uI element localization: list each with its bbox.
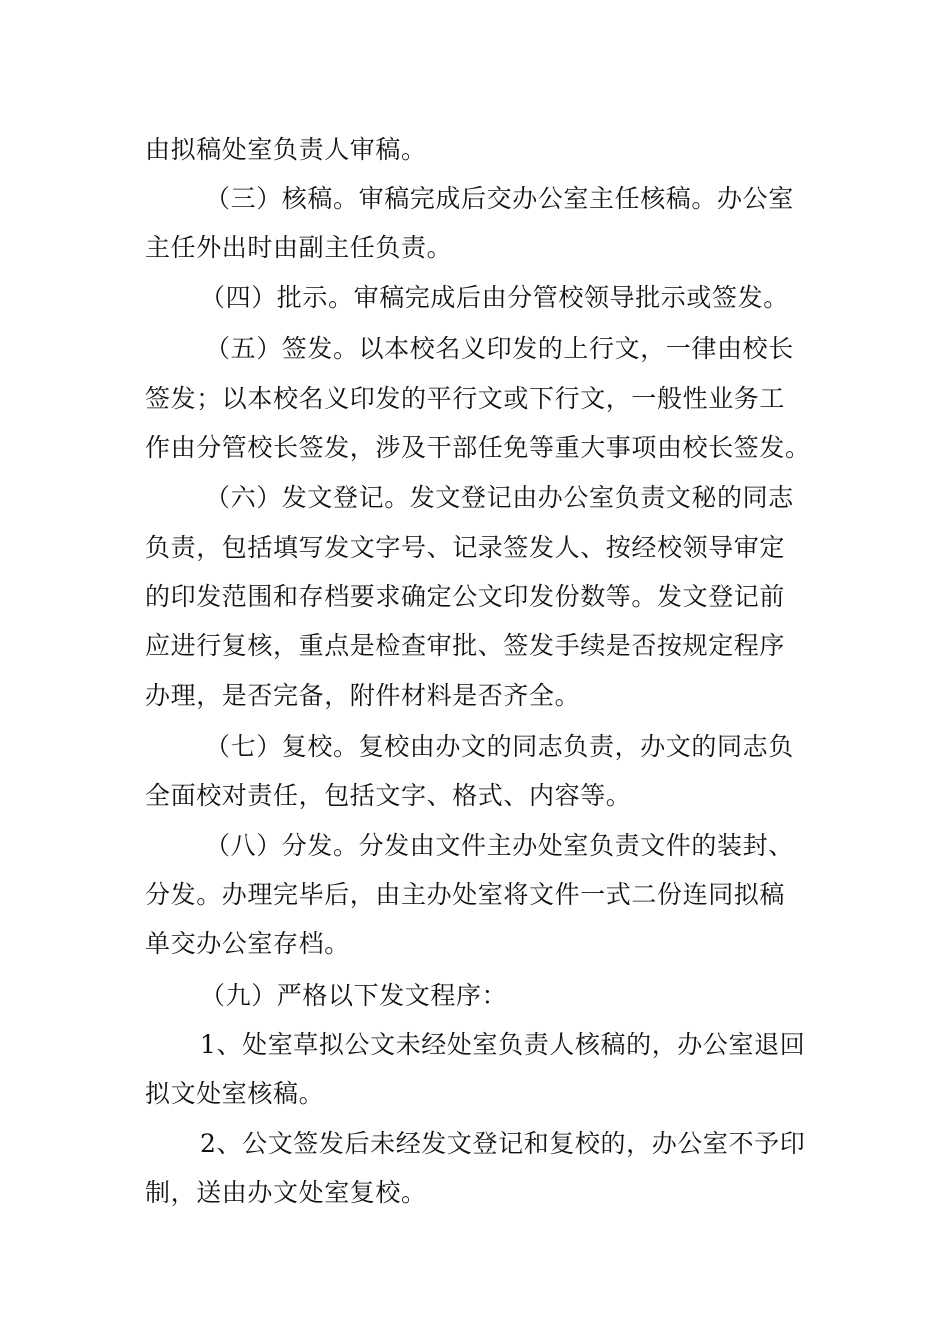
text-line: （七）复校。复校由办文的同志负责，办文的同志负 (205, 732, 794, 761)
text-line: 制，送由办文处室复校。 (145, 1178, 427, 1207)
text-line: 单交办公室存档。 (145, 929, 350, 958)
text-line: （六）发文登记。发文登记由办公室负责文秘的同志 (205, 483, 794, 512)
text-line: 应进行复核，重点是检查审批、签发手续是否按规定程序 (145, 631, 786, 660)
text-line: 全面校对责任，包括文字、格式、内容等。 (145, 781, 632, 810)
text-line: 2、公文签发后未经发文登记和复校的，办公室不予印 (200, 1129, 806, 1158)
text-line: 分发。办理完毕后，由主办处室将文件一式二份连同拟稿 (145, 880, 786, 909)
text-line: （三）核稿。审稿完成后交办公室主任核稿。办公室 (205, 184, 794, 213)
text-line: （九）严格以下发文程序： (200, 981, 508, 1010)
text-line: 1、处室草拟公文未经处室负责人核稿的，办公室退回 (200, 1030, 806, 1059)
text-line: （五）签发。以本校名义印发的上行文，一律由校长 (205, 334, 794, 363)
text-line: 拟文处室核稿。 (145, 1079, 325, 1108)
text-line: （四）批示。审稿完成后由分管校领导批示或签发。 (200, 283, 789, 312)
text-line: 办理，是否完备，附件材料是否齐全。 (145, 681, 581, 710)
text-line: 由拟稿处室负责人审稿。 (145, 135, 427, 164)
text-line: 的印发范围和存档要求确定公文印发份数等。发文登记前 (145, 582, 786, 611)
text-line: 主任外出时由副主任负责。 (145, 233, 453, 262)
text-line: 签发；以本校名义印发的平行文或下行文，一般性业务工 (145, 384, 786, 413)
text-line: 负责，包括填写发文字号、记录签发人、按经校领导审定 (145, 533, 786, 562)
text-line: （八）分发。分发由文件主办处室负责文件的装封、 (205, 831, 794, 860)
text-line: 作由分管校长签发，涉及干部任免等重大事项由校长签发。 (145, 433, 811, 462)
